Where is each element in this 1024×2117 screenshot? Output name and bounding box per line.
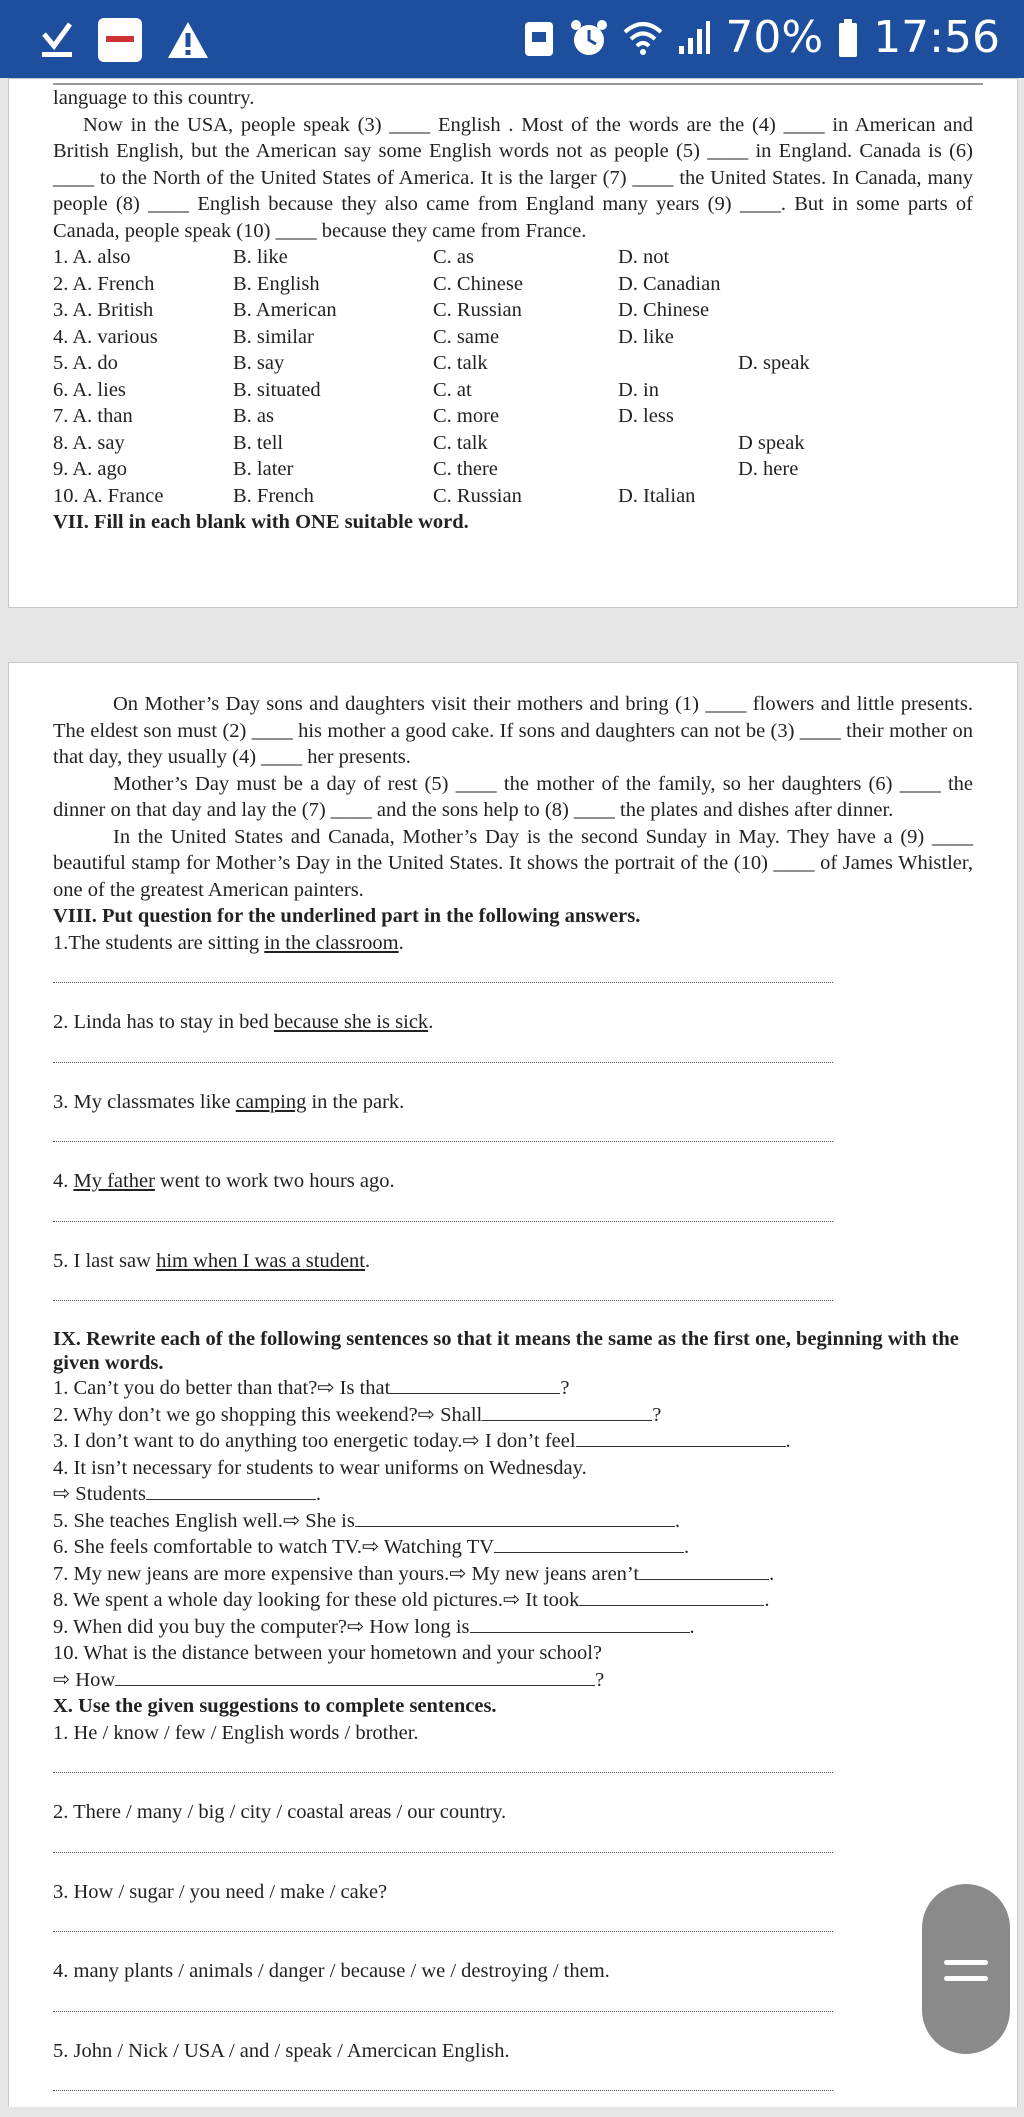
punctuation: .: [785, 1430, 791, 1452]
rewrite-prompt: 7. My new jeans are more expensive than yours.⇨ My new jeans aren’t: [53, 1562, 640, 1585]
question-text: in the park.: [306, 1090, 405, 1113]
option-cell: C. Russian: [433, 484, 522, 507]
option-cell: B. English: [233, 272, 320, 295]
question-text: 3. My classmates like: [53, 1090, 236, 1113]
rewrite-prompt: 2. Why don’t we go shopping this weekend?⇨ Shall: [53, 1403, 483, 1426]
option-cell: B. say: [233, 352, 285, 374]
option-row: [53, 456, 973, 483]
underlined-part: in the classroom: [264, 931, 399, 954]
rewrite-prompt: 8. We spent a whole day looking for these old pictures.⇨ It took: [53, 1589, 580, 1611]
option-row: [53, 350, 973, 377]
option-cell: B. similar: [233, 325, 314, 348]
section-heading: VII. Fill in each blank with ONE suitable word.: [53, 511, 469, 533]
suggestion-item: 3. How / sugar / you need / make / cake?: [53, 1880, 388, 1903]
options-table: [53, 244, 973, 509]
answer-blank[interactable]: [470, 1618, 690, 1633]
rewrite-prompt: ⇨ How: [53, 1668, 116, 1691]
question-text: .: [428, 1011, 434, 1033]
download-icon: [40, 20, 74, 60]
option-cell: D. like: [618, 325, 674, 348]
question-item: [53, 1089, 973, 1116]
rewrite-prompt: 6. She feels comfortable to watch TV.⇨ Watching TV: [53, 1536, 495, 1558]
suggestion-item: 5. John / Nick / USA / and / speak / Amercican English.: [53, 2039, 510, 2062]
answer-line[interactable]: [53, 1746, 833, 1773]
underlined-part: My father: [73, 1170, 155, 1192]
app-icon: [98, 18, 142, 62]
rewrite-prompt: 3. I don’t want to do anything too energetic today.⇨ I don’t feel: [53, 1430, 576, 1452]
option-cell: C. at: [433, 378, 472, 401]
rewrite-item: [53, 1375, 973, 1402]
rewrite-item: [53, 1402, 973, 1429]
suggestion-item: 4. many plants / animals / danger / because / we / destroying / them.: [53, 1960, 610, 1982]
answer-line[interactable]: [53, 1195, 833, 1222]
battery-icon: [837, 18, 859, 58]
rewrite-item: [53, 1640, 973, 1667]
rewrite-item: [53, 1455, 973, 1482]
question-text: 4.: [53, 1170, 74, 1192]
option-cell: 7. A. than: [53, 405, 133, 427]
question-item: [53, 1248, 973, 1275]
rewrite-prompt: 9. When did you buy the computer?⇨ How long is: [53, 1615, 470, 1638]
option-cell: C. Chinese: [433, 272, 523, 295]
option-row: [53, 271, 973, 298]
option-cell: 10. A. France: [53, 484, 164, 507]
option-cell: [738, 244, 938, 271]
section-heading: VIII. Put question for the underlined part in the following answers.: [53, 905, 641, 927]
punctuation: ?: [560, 1377, 570, 1399]
rewrite-item: [53, 1667, 973, 1694]
option-cell: C. more: [433, 405, 500, 427]
punctuation: .: [315, 1483, 322, 1505]
page-card-2: [8, 662, 1018, 2107]
option-cell: B. tell: [233, 431, 284, 454]
option-row: [53, 244, 973, 271]
rewrite-item: [53, 1508, 973, 1535]
warning-icon: [166, 20, 210, 60]
rewrite-item: [53, 1614, 973, 1641]
option-row: [53, 403, 973, 430]
suggestion-item: 1. He / know / few / English words / brother.: [53, 1721, 419, 1744]
underlined-part: camping: [235, 1090, 307, 1113]
option-cell: 9. A. ago: [53, 458, 128, 480]
option-row: [53, 297, 973, 324]
rewrite-list: [53, 1375, 973, 1693]
option-cell: B. French: [233, 484, 314, 507]
rewrite-item: [53, 1481, 973, 1508]
rewrite-prompt: ⇨ Students: [53, 1483, 146, 1505]
rewrite-prompt: 5. She teaches English well.⇨ She is: [53, 1509, 355, 1532]
answer-line[interactable]: [53, 1274, 833, 1301]
option-cell: 5. A. do: [53, 352, 118, 374]
option-cell: D. Italian: [618, 484, 696, 507]
option-row: [53, 430, 973, 457]
answer-line[interactable]: [53, 2064, 833, 2091]
option-cell: [618, 430, 738, 457]
option-cell: C. Russian: [433, 299, 522, 321]
signal-icon: [677, 20, 711, 56]
punctuation: .: [764, 1589, 770, 1611]
option-cell: C. there: [433, 458, 498, 480]
screenshot-icon: [523, 18, 555, 58]
punctuation: .: [674, 1509, 680, 1532]
option-cell: D. in: [618, 378, 659, 401]
option-cell: [738, 271, 938, 298]
answer-blank[interactable]: [482, 1406, 652, 1421]
question-text: .: [365, 1249, 371, 1272]
cloze-paragraph-1: On Mother’s Day sons and daughters visit their mothers and bring (1) ____ flowers and little presents. The eldest son must (2) ____ his mother a good cake. If sons and daughters can not be (3) ____ their mother on that day, they usually (4) ____ her presents.: [53, 693, 973, 768]
answer-line[interactable]: [53, 1826, 833, 1853]
option-cell: D. Canadian: [618, 272, 721, 295]
battery-percent: 70%: [725, 12, 824, 63]
option-cell: D. here: [738, 458, 799, 480]
sentence-list: [53, 1720, 973, 2092]
reading-paragraph: Now in the USA, people speak (3) ____ English . Most of the words are the (4) ____ in American and British English, but the American say some English words not as people (5) ____ in England. Canada is (6) ____ to the North of the United States of America. It is the larger (7) ____ the United States. In Canada, many people (8) ____ English because they also came from England many years (9) ____. But in some parts of Canada, people speak (10) ____ because they came from France.: [53, 113, 973, 242]
question-text: .: [398, 931, 404, 954]
option-cell: B. as: [233, 405, 274, 427]
section-heading: X. Use the given suggestions to complete sentences.: [53, 1695, 497, 1717]
question-text: 2. Linda has to stay in bed: [53, 1011, 274, 1033]
cropped-line: [53, 73, 983, 85]
option-cell: 6. A. lies: [53, 378, 126, 401]
punctuation: .: [684, 1536, 690, 1558]
option-cell: C. talk: [433, 352, 488, 374]
option-cell: [738, 403, 938, 430]
option-cell: 4. A. various: [53, 325, 158, 348]
option-cell: D. not: [618, 246, 670, 268]
option-cell: D. less: [618, 405, 674, 427]
rewrite-prompt: 1. Can’t you do better than that?⇨ Is that: [53, 1377, 391, 1399]
option-cell: C. same: [433, 325, 500, 348]
rewrite-item: [53, 1587, 973, 1614]
cloze-paragraph-2: Mother’s Day must be a day of rest (5) ____ the mother of the family, so her daughters (6) ____ the dinner on that day and lay the (7) ____ and the sons help to (8) ____ the plates and dishes after dinner.: [53, 772, 973, 821]
option-cell: C. as: [433, 246, 474, 268]
option-cell: 1. A. also: [53, 246, 131, 268]
answer-blank[interactable]: [639, 1565, 769, 1580]
option-cell: B. situated: [233, 378, 321, 401]
punctuation: .: [769, 1562, 775, 1585]
cloze-paragraph-3: In the United States and Canada, Mother’s Day is the second Sunday in May. They have a (9) ____ beautiful stamp for Mother’s Day in the United States. It shows the portrait of the (10) ____ of James Whistler, one of the greatest American painters.: [53, 825, 973, 901]
punctuation: .: [689, 1615, 695, 1638]
question-text: went to work two hours ago.: [154, 1170, 395, 1192]
alarm-icon: [569, 18, 609, 58]
option-cell: 8. A. say: [53, 431, 125, 454]
page-card-1: [8, 78, 1018, 608]
option-row: [53, 483, 973, 510]
option-cell: [738, 483, 938, 510]
question-item: [53, 1168, 973, 1195]
option-cell: B. later: [233, 458, 294, 480]
option-row: [53, 377, 973, 404]
answer-line[interactable]: [53, 956, 833, 983]
question-list: [53, 930, 973, 1302]
suggestion-item: 2. There / many / big / city / coastal areas / our country.: [53, 1801, 507, 1823]
answer-line[interactable]: [53, 1115, 833, 1142]
paragraph-line: language to this country.: [53, 87, 255, 109]
rewrite-prompt: 4. It isn’t necessary for students to wear uniforms on Wednesday.: [53, 1456, 587, 1479]
status-bar: [0, 0, 1024, 78]
option-cell: D. speak: [738, 352, 810, 374]
section-heading: IX. Rewrite each of the following sentences so that it means the same as the first one, beginning with the given words.: [53, 1328, 959, 1374]
answer-blank[interactable]: [579, 1591, 764, 1606]
answer-blank[interactable]: [576, 1432, 786, 1447]
option-cell: C. talk: [433, 431, 488, 454]
underlined-part: him when I was a student: [156, 1249, 366, 1272]
punctuation: ?: [595, 1668, 605, 1691]
option-cell: 2. A. French: [53, 272, 155, 295]
option-cell: D. Chinese: [618, 299, 710, 321]
answer-blank[interactable]: [115, 1671, 595, 1686]
option-row: [53, 324, 973, 351]
option-cell: B. like: [233, 246, 288, 268]
answer-line[interactable]: [53, 1905, 833, 1932]
clock: 17:56: [873, 12, 1000, 63]
option-cell: [618, 350, 738, 377]
rewrite-item: [53, 1428, 973, 1455]
underlined-part: because she is sick: [273, 1011, 429, 1033]
option-cell: D speak: [738, 431, 805, 454]
answer-blank[interactable]: [355, 1512, 675, 1527]
punctuation: ?: [652, 1403, 662, 1426]
option-cell: [618, 456, 738, 483]
answer-line[interactable]: [53, 1985, 833, 2012]
question-text: 5. I last saw: [53, 1249, 157, 1272]
question-item: [53, 930, 973, 957]
question-item: [53, 1009, 973, 1036]
option-cell: [738, 324, 938, 351]
option-cell: B. American: [233, 299, 337, 321]
option-cell: 3. A. British: [53, 299, 154, 321]
answer-blank[interactable]: [146, 1485, 316, 1500]
scroll-handle[interactable]: [922, 1884, 1010, 2054]
rewrite-item: [53, 1561, 973, 1588]
rewrite-prompt: 10. What is the distance between your hometown and your school?: [53, 1642, 602, 1664]
option-cell: [738, 297, 938, 324]
answer-blank[interactable]: [390, 1379, 560, 1394]
question-text: 1.The students are sitting: [53, 931, 265, 954]
rewrite-item: [53, 1534, 973, 1561]
wifi-icon: [623, 20, 663, 56]
answer-line[interactable]: [53, 1036, 833, 1063]
answer-blank[interactable]: [494, 1538, 684, 1553]
option-cell: [738, 377, 938, 404]
